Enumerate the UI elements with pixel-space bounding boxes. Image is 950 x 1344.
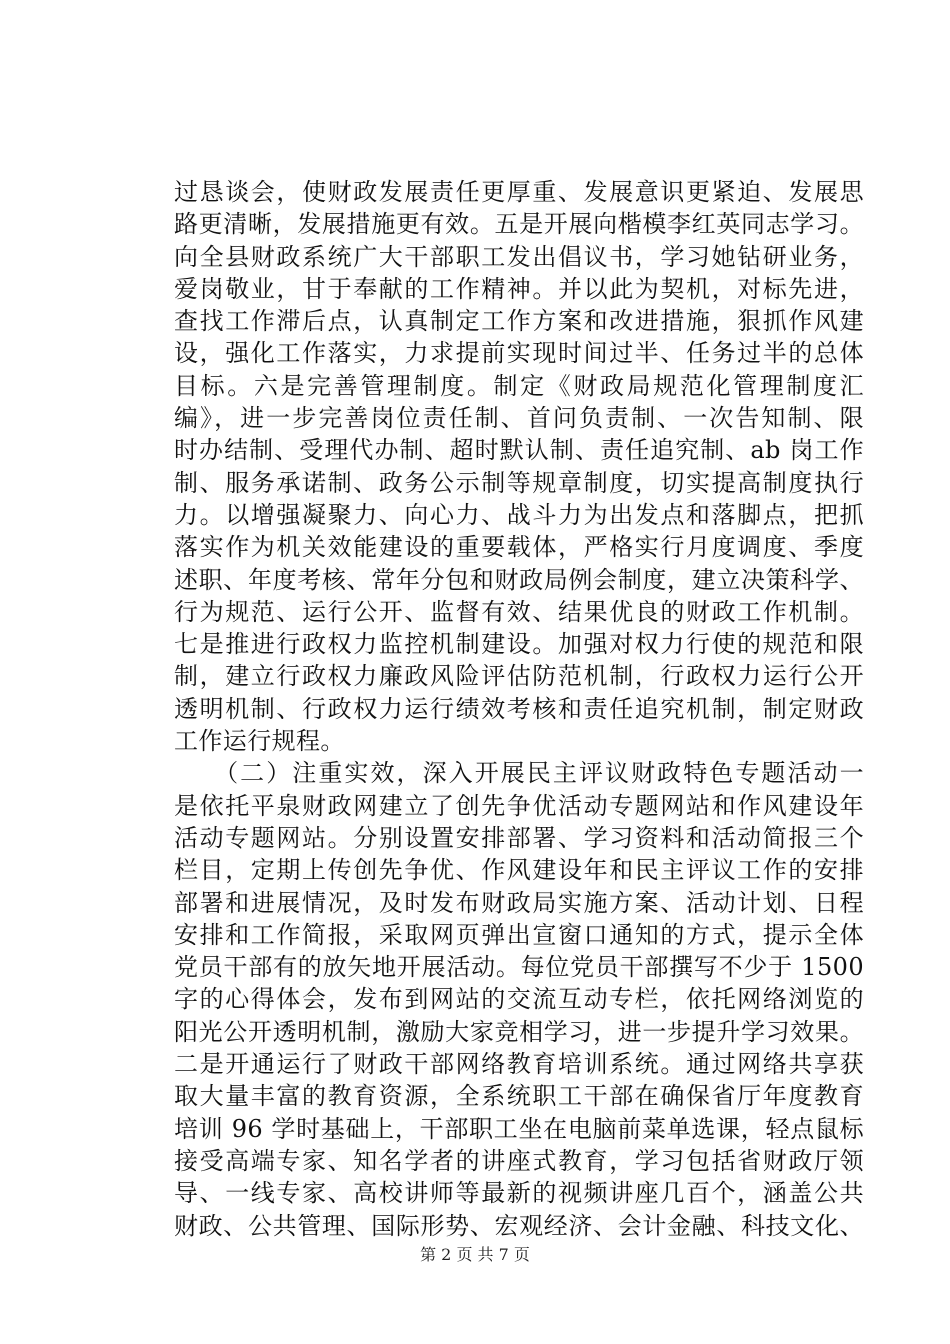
text-line: 部署和进展情况，及时发布财政局实施方案、活动计划、日程 [174, 888, 864, 917]
text-line: 字的心得体会，发布到网站的交流互动专栏，依托网络浏览的 [174, 985, 864, 1014]
text-line: 七是推进行政权力监控机制建设。加强对权力行使的规范和限 [174, 630, 864, 659]
text-line: 栏目，定期上传创先争优、作风建设年和民主评议工作的安排 [174, 856, 864, 885]
page-footer: 第 2 页 共 7 页 [420, 1245, 530, 1264]
text-line: 向全县财政系统广大干部职工发出倡议书，学习她钻研业务， [174, 242, 864, 271]
section-heading-line: （二）注重实效，深入开展民主评议财政特色专题活动一 [174, 759, 864, 788]
text-line: 时办结制、受理代办制、超时默认制、责任追究制、ab 岗工作 [174, 436, 864, 465]
text-line: 行为规范、运行公开、监督有效、结果优良的财政工作机制。 [174, 597, 864, 626]
text-line: 是依托平泉财政网建立了创先争优活动专题网站和作风建设年 [174, 791, 864, 820]
text-line: 编》，进一步完善岗位责任制、首问负责制、一次告知制、限 [174, 404, 864, 433]
text-line: 设，强化工作落实，力求提前实现时间过半、任务过半的总体 [174, 339, 864, 368]
text-line: 取大量丰富的教育资源，全系统职工干部在确保省厅年度教育 [174, 1082, 864, 1111]
text-line: 二是开通运行了财政干部网络教育培训系统。通过网络共享获 [174, 1050, 864, 1079]
text-line: 透明机制、行政权力运行绩效考核和责任追究机制，制定财政 [174, 694, 864, 723]
text-line: 活动专题网站。分别设置安排部署、学习资料和活动简报三个 [174, 823, 864, 852]
text-line: 查找工作滞后点，认真制定工作方案和改进措施，狠抓作风建 [174, 307, 864, 336]
text-line: 接受高端专家、知名学者的讲座式教育，学习包括省财政厅领 [174, 1146, 864, 1175]
text-line: 目标。六是完善管理制度。制定《财政局规范化管理制度汇 [174, 371, 864, 400]
text-line: 落实作为机关效能建设的重要载体，严格实行月度调度、季度 [174, 533, 864, 562]
text-line: 述职、年度考核、常年分包和财政局例会制度，建立决策科学、 [174, 565, 864, 594]
text-line: 制，建立行政权力廉政风险评估防范机制，行政权力运行公开 [174, 662, 864, 691]
text-line: 安排和工作简报，采取网页弹出宣窗口通知的方式，提示全体 [174, 920, 864, 949]
text-line: 制、服务承诺制、政务公示制等规章制度，切实提高制度执行 [174, 468, 864, 497]
text-line: 导、一线专家、高校讲师等最新的视频讲座几百个，涵盖公共 [174, 1179, 864, 1208]
text-line: 阳光公开透明机制，激励大家竞相学习，进一步提升学习效果。 [174, 1017, 864, 1046]
text-line: 过恳谈会，使财政发展责任更厚重、发展意识更紧迫、发展思 [174, 178, 864, 206]
text-line: 党员干部有的放矢地开展活动。每位党员干部撰写不少于 1500 [174, 953, 864, 982]
text-line: 力。以增强凝聚力、向心力、战斗力为出发点和落脚点，把抓 [174, 500, 864, 529]
text-line: 培训 96 学时基础上，干部职工坐在电脑前菜单选课，轻点鼠标 [174, 1114, 864, 1143]
text-line: 路更清晰，发展措施更有效。五是开展向楷模李红英同志学习。 [174, 210, 864, 239]
text-line: 工作运行规程。 [174, 727, 345, 756]
text-line: 爱岗敬业，甘于奉献的工作精神。并以此为契机，对标先进， [174, 274, 864, 303]
body-text [174, 176, 864, 1242]
text-line: 财政、公共管理、国际形势、宏观经济、会计金融、科技文化、 [174, 1211, 864, 1240]
